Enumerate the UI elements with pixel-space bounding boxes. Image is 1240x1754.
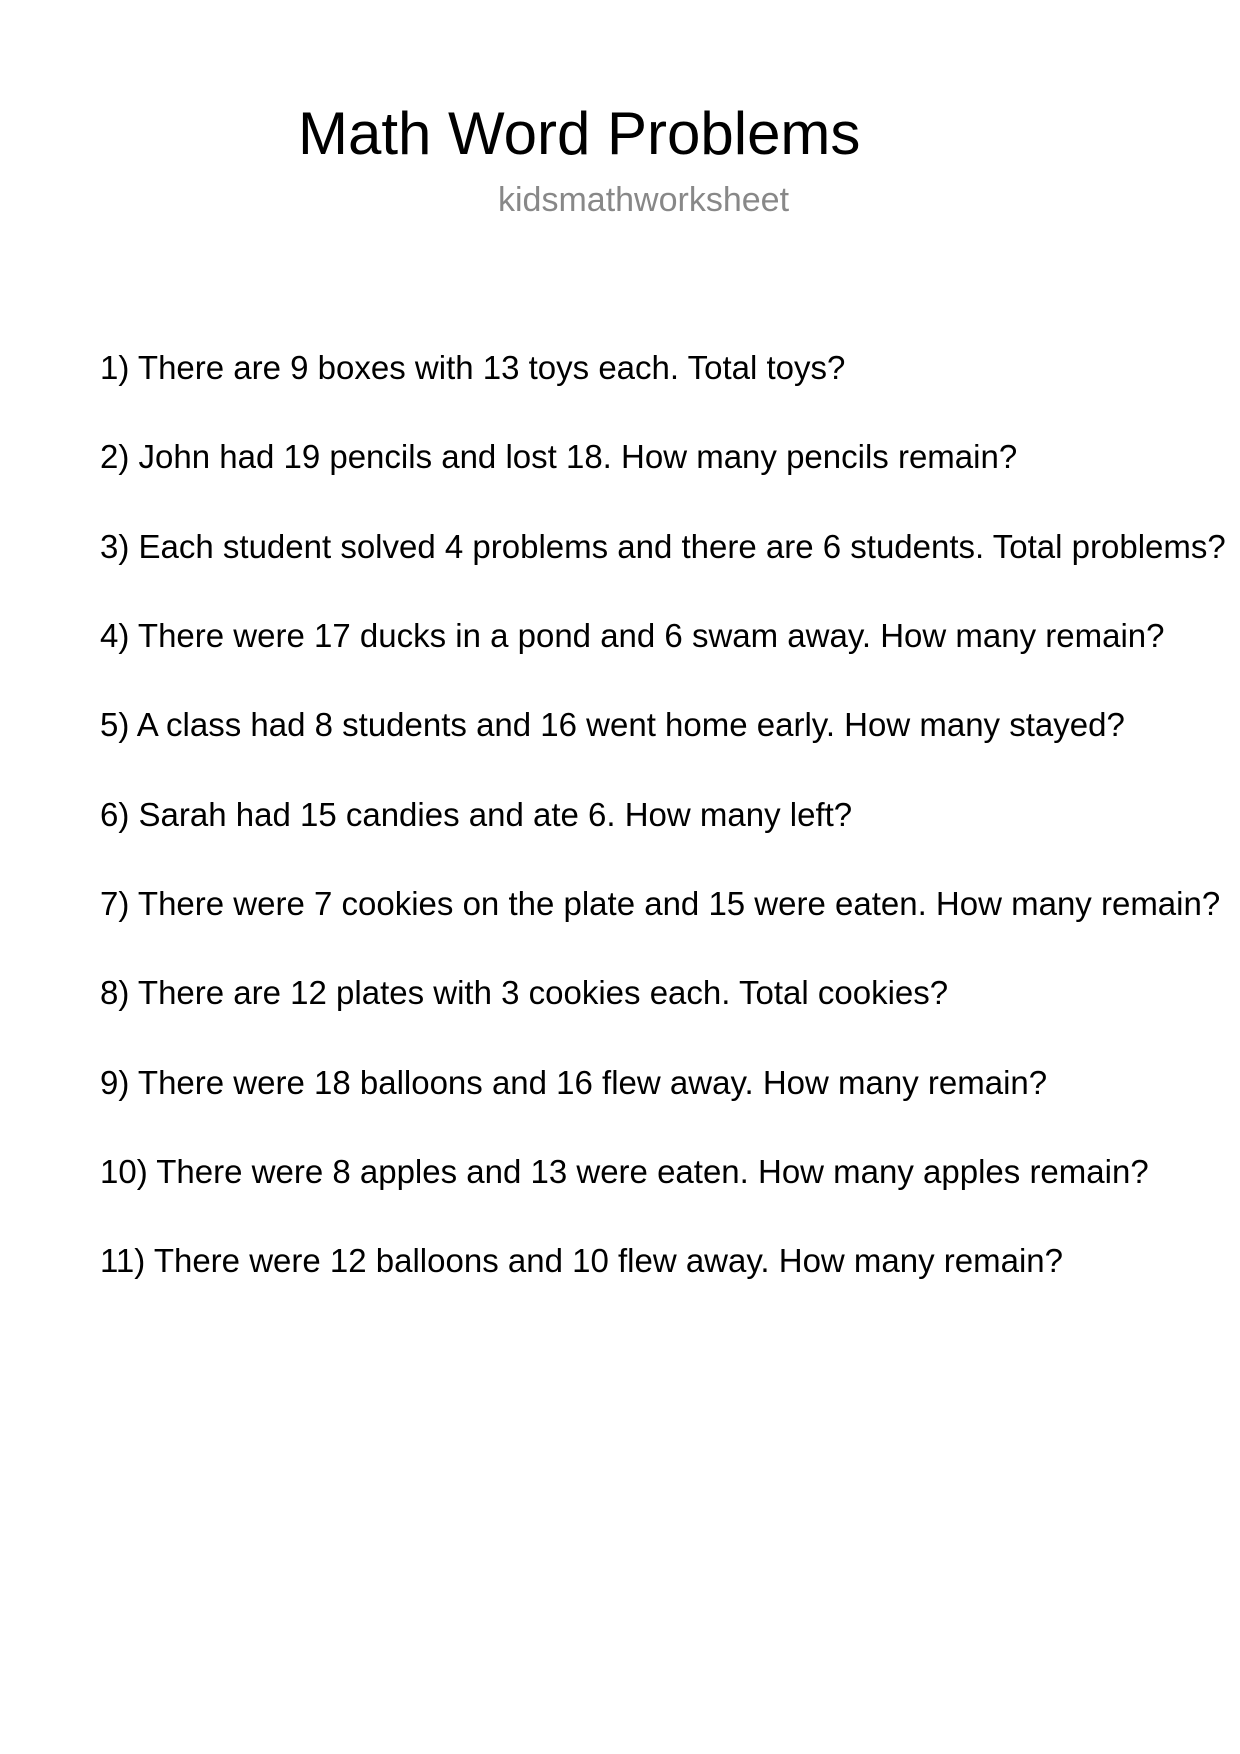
problem-2: 2) John had 19 pencils and lost 18. How many pencils remain? [100, 438, 1018, 475]
problem-10: 10) There were 8 apples and 13 were eaten. How many apples remain? [100, 1153, 1149, 1190]
problem-8: 8) There are 12 plates with 3 cookies each. Total cookies? [100, 974, 949, 1011]
problem-6: 6) Sarah had 15 candies and ate 6. How many left? [100, 796, 853, 833]
problem-5: 5) A class had 8 students and 16 went home early. How many stayed? [100, 706, 1125, 743]
problem-1: 1) There are 9 boxes with 13 toys each. Total toys? [100, 349, 846, 386]
problem-7: 7) There were 7 cookies on the plate and 15 were eaten. How many remain? [100, 885, 1221, 922]
problem-11: 11) There were 12 balloons and 10 flew away. How many remain? [100, 1242, 1064, 1279]
problem-9: 9) There were 18 balloons and 16 flew away. How many remain? [100, 1064, 1048, 1101]
problem-3: 3) Each student solved 4 problems and there are 6 students. Total problems? [100, 528, 1226, 565]
worksheet-source: kidsmathworksheet [498, 181, 790, 219]
problem-4: 4) There were 17 ducks in a pond and 6 swam away. How many remain? [100, 617, 1165, 654]
worksheet-title: Math Word Problems [298, 100, 861, 167]
